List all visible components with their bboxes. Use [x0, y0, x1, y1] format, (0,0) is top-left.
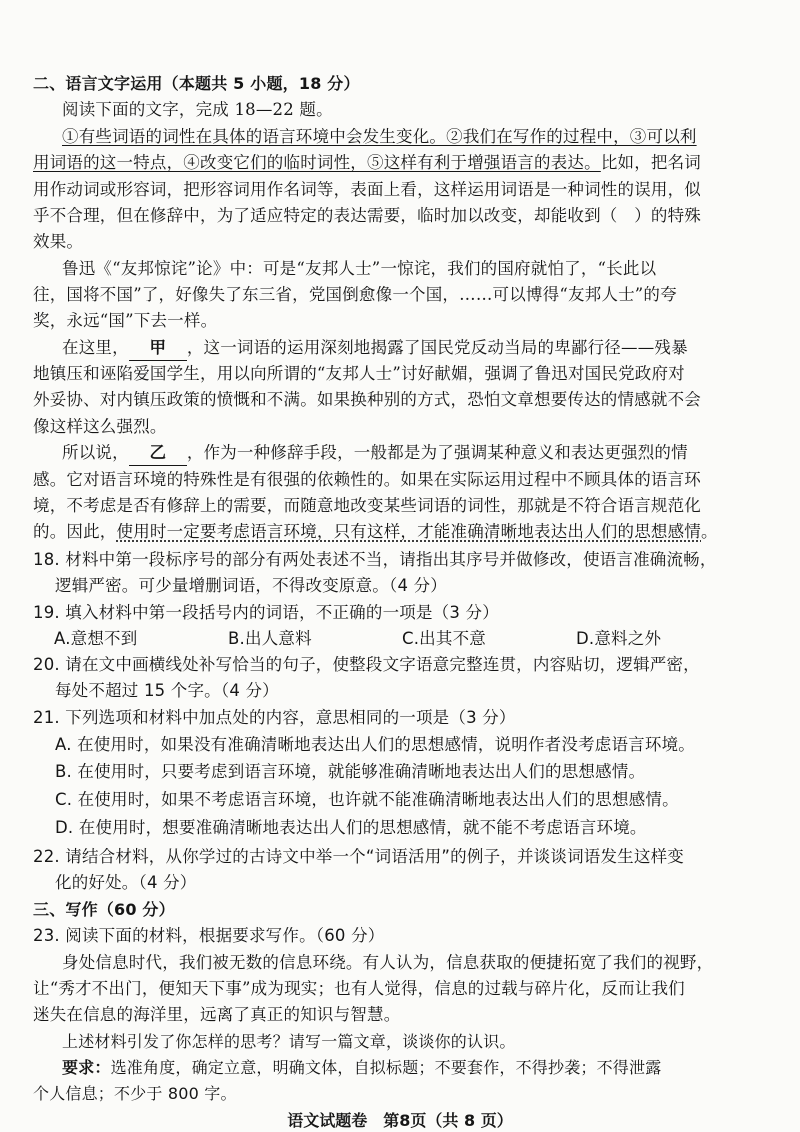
requirements-label: 要求： — [62, 1058, 111, 1077]
option-b: B. 在使用时，只要考虑到语言环境，就能够准确清晰地表达出人们的思想感情。 — [55, 762, 646, 781]
option-d: D.意料之外 — [576, 629, 662, 648]
passage-text: 。 — [701, 522, 718, 541]
option-c: C. 在使用时，如果不考虑语言环境，也许就不能准确清晰地表达出人们的思想感情。 — [55, 790, 679, 809]
passage-text: 感。它对语言环境的特殊性是有很强的依赖性的。如果在实际运用过程中不顾具体的语言环 — [33, 470, 701, 489]
passage-text: ，这一词语的运用深刻地揭露了国民党反动当局的卑鄙行径——残暴 — [186, 338, 688, 357]
section3-heading: 三、写作（60 分） — [33, 900, 175, 919]
passage-text: 效果。 — [33, 232, 84, 251]
blank-jia: 甲 — [129, 336, 187, 361]
question-text: 21. 下列选项和材料中加点处的内容，意思相同的一项是（3 分） — [33, 708, 516, 727]
passage-text: 在这里， — [62, 338, 129, 357]
option-a: A.意想不到 — [54, 629, 138, 648]
passage-text: 外妥协、对内镇压政策的愤慨和不满。如果换种别的方式，恐怕文章想要传达的情感就不会 — [33, 390, 701, 409]
passage-text: 用作动词或形容词，把形容词用作名词等，表面上看，这样运用词语是一种词性的误用，似 — [33, 180, 701, 199]
material-text: 让“秀才不出门，便知天下事”成为现实；也有人觉得，信息的过载与碎片化，反而让我们 — [33, 979, 685, 998]
passage-text: 像这样这么强烈。 — [33, 417, 167, 436]
blank-yi: 乙 — [129, 441, 187, 466]
question-text: 逻辑严密。可少量增删词语，不得改变原意。（4 分） — [55, 576, 447, 595]
question-text: 20. 请在文中画横线处补写恰当的句子，使整段文字语意完整连贯，内容贴切，逻辑严密， — [33, 655, 700, 674]
material-text: 身处信息时代，我们被无数的信息环绕。有人认为，信息获取的便捷拓宽了我们的视野， — [62, 953, 714, 972]
requirements-text: 选准角度，确定立意，明确文体，自拟标题；不要套作，不得抄袭；不得泄露 — [110, 1058, 662, 1077]
passage-text: 奖，永远“国”下去一样。 — [33, 311, 218, 330]
question-text: 22. 请结合材料，从你学过的古诗文中举一个“词语活用”的例子，并谈谈词语发生这样变 — [33, 847, 684, 866]
passage-text: ，作为一种修辞手段，一般都是为了强调某种意义和表达更强烈的情 — [186, 443, 688, 462]
reading-instruction: 阅读下面的文字，完成 18—22 题。 — [62, 100, 333, 119]
underlined-sentence: ①有些词语的词性在具体的语言环境中会发生变化。②我们在写作的过程中，③可以利 — [62, 127, 697, 146]
question-text: 化的好处。（4 分） — [55, 873, 197, 892]
option-c: C.出其不意 — [402, 629, 486, 648]
material-text: 迷失在信息的海洋里，远离了真正的知识与智慧。 — [33, 1005, 401, 1024]
passage-text: 的。因此， — [33, 522, 117, 541]
question-23: 23. 阅读下面的材料，根据要求写作。（60 分） — [33, 926, 385, 945]
passage-text: 比如，把名词 — [600, 153, 702, 172]
section2-heading: 二、语言文字运用（本题共 5 小题，18 分） — [33, 74, 360, 93]
writing-prompt: 上述材料引发了你怎样的思考？请写一篇文章，谈谈你的认识。 — [62, 1032, 516, 1051]
passage-text-with-bracket: 乎不合理，但在修辞中，为了适应特定的表达需要，临时加以改变，却能收到（ ）的特殊 — [33, 206, 701, 225]
page-footer: 语文试题卷 第8页（共 8 页） — [287, 1111, 513, 1130]
passage-text: 所以说， — [62, 443, 129, 462]
writing-requirements — [62, 1056, 661, 1080]
requirements-text-cont: 个人信息；不少于 800 字。 — [33, 1084, 237, 1103]
question-text: 19. 填入材料中第一段括号内的词语，不正确的一项是（3 分） — [33, 603, 499, 622]
passage-text: 地镇压和诬陷爱国学生，用以向所谓的“友邦人士”讨好献媚，强调了鲁迅对国民党政府对 — [33, 364, 685, 383]
passage-text: 鲁迅《“友邦惊诧”论》中：可是“友邦人士”一惊诧，我们的国府就怕了，“长此以 — [62, 259, 657, 278]
passage-text: 往，国将不国”了，好像失了东三省，党国倒愈像一个国，……可以博得“友邦人士”的夸 — [33, 285, 677, 304]
underlined-sentence-cont: 用词语的这一特点，④改变它们的临时词性，⑤这样有利于增强语言的表达。 — [33, 153, 601, 172]
passage-text: 境，不考虑是否有修辞上的需要，而随意地改变某些词语的词性，那就是不符合语言规范化 — [33, 496, 701, 515]
option-b: B.出人意料 — [228, 629, 312, 648]
question-text: 18. 材料中第一段标序号的部分有两处表述不当，请指出其序号并做修改，使语言准确流畅， — [33, 550, 717, 569]
dotted-emphasis-text: 使用时一定要考虑语言环境，只有这样，才能准确清晰地表达出人们的思想感情 — [116, 522, 701, 541]
question-text: 每处不超过 15 个字。（4 分） — [55, 681, 279, 700]
option-d: D. 在使用时，想要准确清晰地表达出人们的思想感情，就不能不考虑语言环境。 — [55, 818, 647, 837]
option-a: A. 在使用时，如果没有准确清晰地表达出人们的思想感情，说明作者没考虑语言环境。 — [55, 735, 695, 754]
